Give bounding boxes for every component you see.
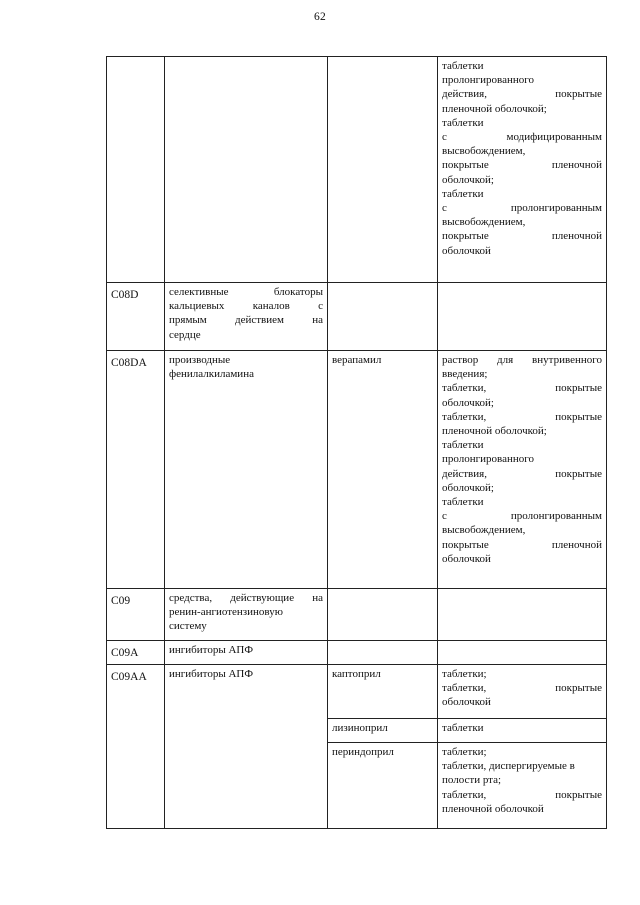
table-row <box>107 57 607 283</box>
cell-line: пролонгированного <box>442 453 534 466</box>
table-body <box>107 57 607 829</box>
cell-line: оболочкой <box>442 552 491 565</box>
table-row <box>107 351 607 589</box>
cell-line: систему <box>169 620 207 633</box>
cell-line: таблетки, покрытые <box>442 682 602 695</box>
cell-line: таблетки, диспергируемые в <box>442 760 575 773</box>
substance-cell <box>328 589 438 641</box>
cell-line: покрытые пленочной <box>442 159 602 172</box>
dosage-forms-cell <box>438 57 607 283</box>
cell-line: с пролонгированным <box>442 510 602 523</box>
atc-code-cell: C08DA <box>107 351 165 589</box>
cell-line: раствор для внутривенного <box>442 354 602 366</box>
cell-line: с пролонгированным <box>442 202 602 215</box>
cell-line: кальциевых каналов с <box>169 300 323 313</box>
atc-code-cell: C09A <box>107 641 165 665</box>
cell-line: таблетки, покрытые <box>442 410 602 423</box>
cell-line: введения; <box>442 368 488 381</box>
cell-line: пролонгированного <box>442 74 534 87</box>
dosage-forms-cell <box>438 283 607 351</box>
cell-line: таблетки <box>442 187 484 200</box>
cell-line: производные <box>169 354 231 366</box>
cell-line: таблетки <box>442 496 484 509</box>
atc-code-cell: C08D <box>107 283 165 351</box>
cell-line: оболочкой <box>442 696 491 709</box>
cell-line: высвобождением, <box>442 216 526 229</box>
cell-line: оболочкой <box>442 244 491 257</box>
substance-cell: каптоприл <box>328 665 438 719</box>
cell-line: ингибиторы АПФ <box>169 668 254 680</box>
cell-line: оболочкой; <box>442 173 494 186</box>
cell-line: пленочной оболочкой <box>442 802 544 815</box>
group-name-cell <box>165 641 328 665</box>
cell-line: оболочкой; <box>442 481 494 494</box>
table-row <box>107 283 607 351</box>
drug-classification-table <box>106 56 607 829</box>
group-name-cell <box>165 351 328 589</box>
page-number: 62 <box>313 11 327 23</box>
table-row <box>107 589 607 641</box>
cell-line: пленочной оболочкой; <box>442 425 547 438</box>
substance-cell: верапамил <box>328 351 438 589</box>
group-name-cell <box>165 665 328 829</box>
cell-line: высвобождением, <box>442 524 526 537</box>
cell-line: таблетки <box>442 60 484 72</box>
dosage-forms-cell <box>438 351 607 589</box>
cell-line: ренин-ангиотензиновую <box>169 606 283 619</box>
substance-cell <box>328 641 438 665</box>
cell-line: таблетки <box>442 116 484 129</box>
group-name-cell <box>165 283 328 351</box>
cell-line: покрытые пленочной <box>442 230 602 243</box>
cell-line: прямым действием на <box>169 314 323 327</box>
table-row <box>107 665 607 719</box>
cell-line: с модифицированным <box>442 131 602 144</box>
atc-code-cell <box>107 57 165 283</box>
substance-cell <box>328 283 438 351</box>
dosage-forms-cell <box>438 589 607 641</box>
cell-line: селективные блокаторы <box>169 286 323 298</box>
dosage-forms-cell <box>438 641 607 665</box>
cell-line: таблетки; <box>442 746 487 758</box>
atc-code-cell: C09 <box>107 589 165 641</box>
cell-line: покрытые пленочной <box>442 538 602 551</box>
table-row <box>107 641 607 665</box>
dosage-forms-cell <box>438 665 607 719</box>
cell-line: таблетки, покрытые <box>442 382 602 395</box>
cell-line: таблетки <box>442 439 484 452</box>
cell-line: фенилалкиламина <box>169 368 254 381</box>
cell-line: сердце <box>169 328 201 341</box>
cell-line: ингибиторы АПФ <box>169 644 254 656</box>
cell-line: пленочной оболочкой; <box>442 102 547 115</box>
dosage-forms-cell <box>438 743 607 829</box>
cell-line: таблетки; <box>442 668 487 680</box>
cell-line: оболочкой; <box>442 396 494 409</box>
group-name-cell <box>165 589 328 641</box>
substance-cell: периндоприл <box>328 743 438 829</box>
cell-line: средства, действующие на <box>169 592 323 604</box>
cell-line: таблетки, покрытые <box>442 788 602 801</box>
group-name-cell <box>165 57 328 283</box>
atc-code-cell: C09AA <box>107 665 165 829</box>
substance-cell: лизиноприл <box>328 719 438 743</box>
substance-cell <box>328 57 438 283</box>
cell-line: высвобождением, <box>442 145 526 158</box>
dosage-forms-cell <box>438 719 607 743</box>
cell-line: действия, покрытые <box>442 467 602 480</box>
cell-line: действия, покрытые <box>442 88 602 101</box>
cell-line: таблетки <box>442 722 484 734</box>
cell-line: полости рта; <box>442 774 502 787</box>
